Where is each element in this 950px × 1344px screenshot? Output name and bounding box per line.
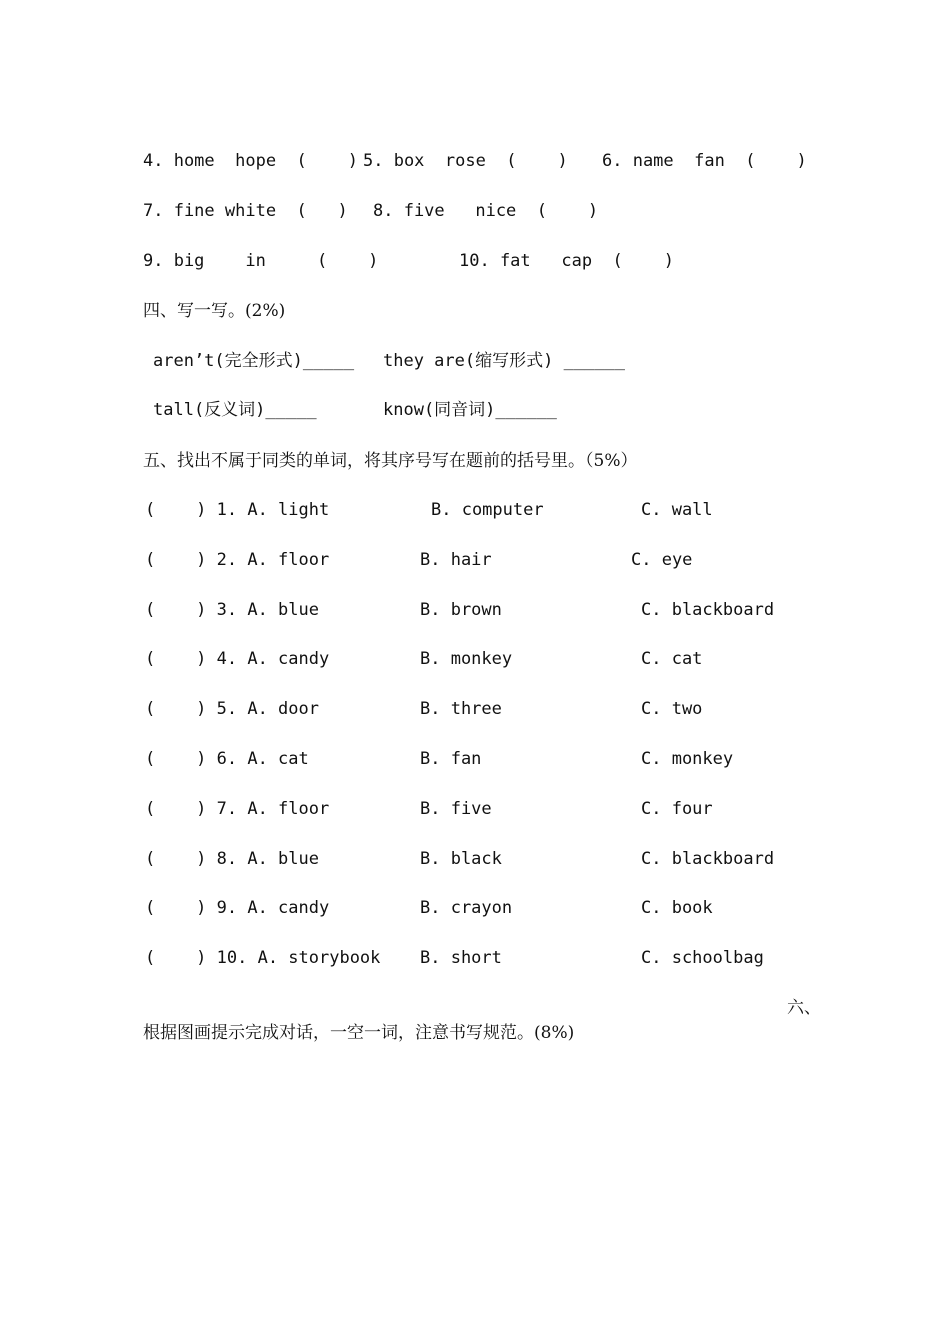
question-option-b: B. hair — [420, 549, 492, 570]
write-item: know(同音词)______ — [383, 400, 557, 420]
question-option-a: ( ) 7. A. floor — [145, 798, 330, 819]
question-option-b: B. short — [420, 948, 502, 969]
question-option-a: ( ) 9. A. candy — [145, 898, 330, 919]
section-5-title: 五、找出不属于同类的单词，将其序号写在题前的括号里。（5%） — [143, 451, 638, 471]
question-option-b: B. black — [420, 848, 502, 869]
question-option-a: ( ) 2. A. floor — [145, 549, 330, 570]
pronunciation-item: 9. big in ( ) — [143, 251, 379, 271]
question-option-c: C. eye — [631, 549, 693, 570]
question-option-a: ( ) 1. A. light — [145, 500, 330, 520]
question-option-b: B. fan — [420, 749, 482, 769]
section-6-title: 根据图画提示完成对话，一空一词，注意书写规范。(8%) — [143, 1023, 575, 1043]
question-option-a: ( ) 4. A. candy — [145, 649, 330, 670]
question-option-a: ( ) 10. A. storybook — [145, 948, 381, 969]
question-option-c: C. cat — [641, 649, 703, 670]
question-option-b: B. three — [420, 699, 502, 720]
question-option-a: ( ) 3. A. blue — [145, 599, 319, 620]
write-item: aren’t(完全形式)_____ — [153, 351, 355, 371]
write-item: they are(缩写形式) ______ — [383, 351, 625, 371]
pronunciation-item: 6. name fan ( ) — [602, 151, 807, 171]
question-option-b: B. five — [420, 798, 492, 819]
question-option-a: ( ) 5. A. door — [145, 699, 319, 720]
question-option-b: B. computer — [431, 500, 544, 520]
question-option-b: B. monkey — [420, 649, 513, 670]
pronunciation-item: 5. box rose ( ) — [363, 151, 568, 171]
question-option-c: C. blackboard — [641, 599, 775, 620]
question-option-c: C. four — [641, 798, 713, 819]
pronunciation-item: 7. fine white ( ) — [143, 201, 348, 221]
pronunciation-item: 4. home hope ( ) — [143, 151, 358, 171]
question-option-b: B. crayon — [420, 898, 513, 919]
question-option-c: C. monkey — [641, 749, 734, 769]
question-option-c: C. book — [641, 898, 713, 919]
question-option-c: C. two — [641, 699, 703, 720]
write-item: tall(反义词)_____ — [153, 400, 317, 420]
question-option-c: C. wall — [641, 500, 713, 520]
question-option-b: B. brown — [420, 599, 502, 620]
question-option-a: ( ) 8. A. blue — [145, 848, 319, 869]
pronunciation-item: 8. five nice ( ) — [373, 201, 599, 221]
section-6-number: 六、 — [787, 998, 821, 1018]
pronunciation-item: 10. fat cap ( ) — [459, 251, 674, 271]
question-option-c: C. blackboard — [641, 848, 775, 869]
question-option-a: ( ) 6. A. cat — [145, 749, 309, 769]
section-4-title: 四、写一写。(2%) — [143, 301, 286, 321]
question-option-c: C. schoolbag — [641, 948, 764, 969]
